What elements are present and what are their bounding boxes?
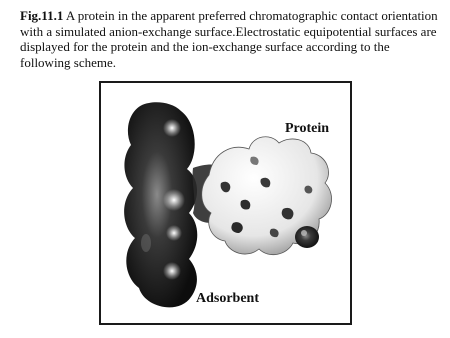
protein-adsorbent-rendering — [101, 83, 350, 323]
adsorbent-label: Adsorbent — [196, 291, 260, 306]
figure-caption — [20, 8, 438, 70]
protein-label: Protein — [285, 121, 330, 136]
figure-image-frame — [99, 81, 352, 325]
caption-label: Fig.11.1 — [20, 8, 64, 23]
caption-text: A protein in the apparent preferred chromatographic contact orientation with a simulated anion-exchange surface.Electrostatic equipotential surfaces are displayed for the protein and the ion-exchange surface according to the following scheme. — [20, 8, 438, 70]
adsorbent-surface — [124, 102, 197, 307]
protein-surface — [202, 137, 332, 255]
